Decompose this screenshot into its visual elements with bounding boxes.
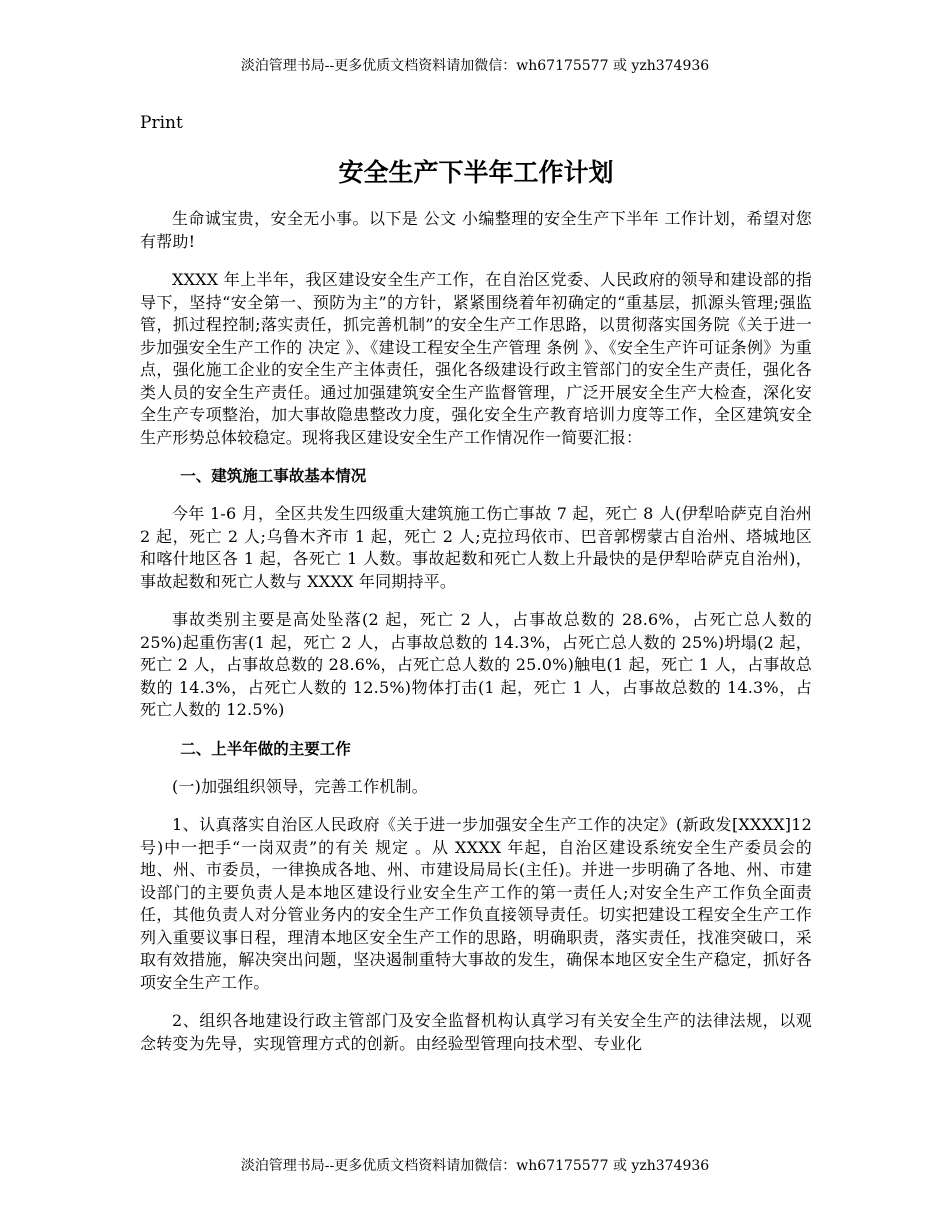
subsection-heading-organization: (一)加强组织领导，完善工作机制。	[172, 776, 428, 796]
section-heading-accidents: 一、建筑施工事故基本情况	[180, 467, 367, 485]
work-item-1-paragraph: 1、认真落实自治区人民政府《关于进一步加强安全生产工作的决定》(新政发[XXXX]12 号)中一把手“一岗双责”的有关 规定 。从 XXXX 年起，自治区建设系统安全生产委员会的地、州、市委员，一律换成各地、州、市建设局局长(主任)。并进一步明确了各地、州、市建设部门的主要负责人是本地区建设行业安全生产工作的第一责任人;对安全生产工作负全面责任，其他负责人对分管业务内的安全生产工作负直接领导责任。切实把建设工程安全生产工作列入重要议事日程，理清本地区安全生产工作的思路，明确职责，落实责任，找准突破口，采取有效措施，解决突出问题，坚决遏制重特大事故的发生，确保本地区安全生产稳定，抓好各项安全生产工作。	[140, 815, 812, 992]
accident-types-paragraph: 事故类别主要是高处坠落(2 起，死亡 2 人，占事故总数的 28.6%，占死亡总人数的 25%)起重伤害(1 起，死亡 2 人，占事故总数的 14.3%，占死亡总人数的 25%)坍塌(2 起，死亡 2 人，占事故总数的 28.6%，占死亡总人数的 25.0%)触电(1 起，死亡 1 人，占事故总数的 14.3%，占死亡人数的 12.5%)物体打击(1 起，死亡 1 人，占事故总数的 14.3%，占死亡人数的 12.5%)	[140, 610, 812, 719]
page-header: 淡泊管理书局--更多优质文档资料请加微信：wh67175577 或 yzh374936	[240, 58, 710, 74]
document-title: 安全生产下半年工作计划	[338, 158, 614, 187]
accidents-summary-paragraph: 今年 1-6 月，全区共发生四级重大建筑施工伤亡事故 7 起，死亡 8 人(伊犁哈萨克自治州 2 起，死亡 2 人;乌鲁木齐市 1 起，死亡 2 人;克拉玛依市、巴音郭楞蒙古自治州、塔城地区和喀什地区各 1 起，各死亡 1 人数。事故起数和死亡人数上升最快的是伊犁哈萨克自治州)，事故起数和死亡人数与 XXXX 年同期持平。	[140, 504, 812, 591]
document-body	[140, 112, 812, 1055]
overview-paragraph: XXXX 年上半年，我区建设安全生产工作，在自治区党委、人民政府的领导和建设部的指导下，坚持“安全第一、预防为主”的方针，紧紧围绕着年初确定的“重基层，抓源头管理;强监管，抓过程控制;落实责任，抓完善机制”的安全生产工作思路，以贯彻落实国务院《关于进一步加强安全生产工作的 决定 》、《建设工程安全生产管理 条例 》、《安全生产许可证条例》为重点，强化施工企业的安全生产主体责任，强化各级建设行政主管部门的安全生产责任，强化各类人员的安全生产责任。通过加强建筑安全生产监督管理，广泛开展安全生产大检查，深化安全生产专项整治，加大事故隐患整改力度，强化安全生产教育培训力度等工作，全区建筑安全生产形势总体较稳定。现将我区建设安全生产工作情况作一简要汇报：	[140, 270, 812, 447]
work-item-2-paragraph: 2、组织各地建设行政主管部门及安全监督机构认真学习有关安全生产的法律法规，以观念转变为先导，实现管理方式的创新。由经验型管理向技术型、专业化	[140, 1011, 812, 1053]
section-heading-main-work: 二、上半年做的主要工作	[180, 739, 351, 758]
intro-paragraph: 生命诚宝贵，安全无小事。以下是 公文 小编整理的安全生产下半年 工作计划，希望对您有帮助!	[140, 209, 812, 251]
print-label: Print	[140, 113, 183, 133]
page-footer: 淡泊管理书局--更多优质文档资料请加微信：wh67175577 或 yzh374936	[240, 1158, 710, 1174]
